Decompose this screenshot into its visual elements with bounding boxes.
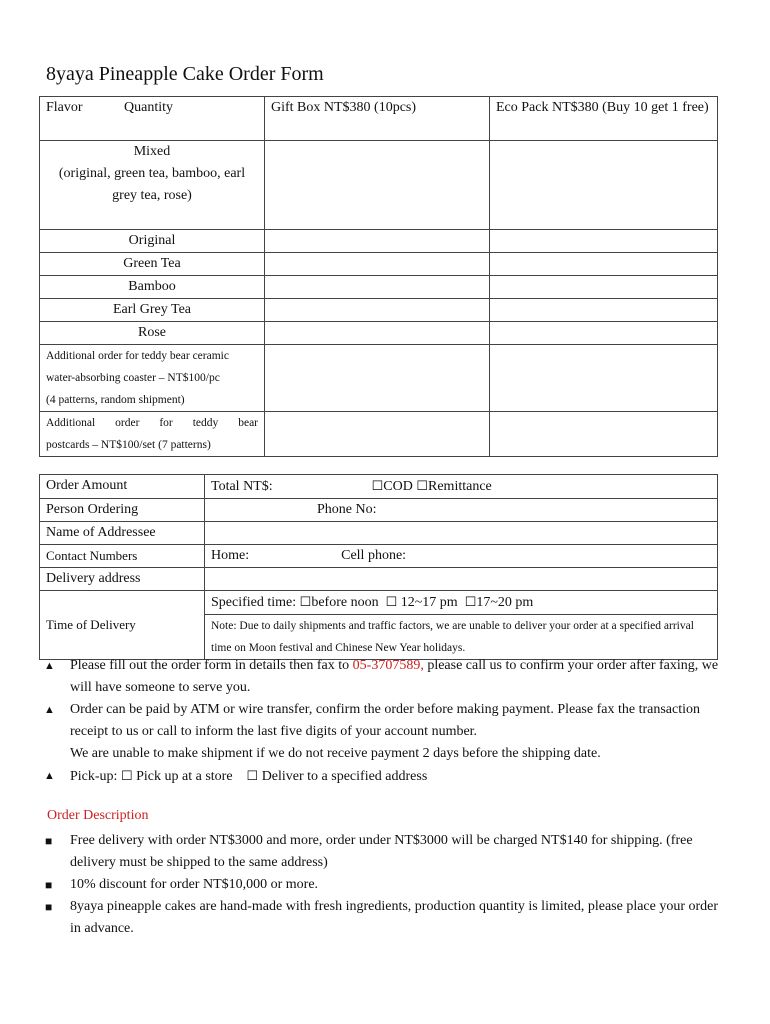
field-delivery-address[interactable] <box>205 568 718 591</box>
ecopack-qty-coaster[interactable] <box>490 345 718 412</box>
giftbox-qty-original[interactable] <box>265 230 490 253</box>
square-bullet-icon: ■ <box>45 834 53 848</box>
header-eco-pack: Eco Pack NT$380 (Buy 10 get 1 free) <box>490 97 718 141</box>
ecopack-qty-green-tea[interactable] <box>490 253 718 276</box>
header-flavor-quantity: Flavor Quantity <box>40 97 265 141</box>
row-label-original: Original <box>40 230 265 253</box>
row-label-green-tea: Green Tea <box>40 253 265 276</box>
giftbox-qty-rose[interactable] <box>265 322 490 345</box>
flavor-quantity-table <box>39 96 718 457</box>
triangle-bullet-icon: ▲ <box>44 704 55 716</box>
label-time-of-delivery: Time of Delivery <box>40 591 205 660</box>
field-contact-numbers[interactable]: Home: Cell phone: <box>205 545 718 568</box>
ecopack-qty-original[interactable] <box>490 230 718 253</box>
instructions-list <box>40 655 730 788</box>
giftbox-qty-coaster[interactable] <box>265 345 490 412</box>
row-label-postcards: Additional order for teddy bear postcards – NT$100/set (7 patterns) <box>40 412 265 457</box>
description-item: ■ 10% discount for order NT$10,000 or more. <box>40 874 730 896</box>
order-description-list <box>40 830 730 940</box>
row-label-rose: Rose <box>40 322 265 345</box>
cod-checkbox-icon[interactable]: ☐ <box>371 478 384 493</box>
field-person-ordering[interactable]: Phone No: <box>205 499 718 522</box>
instruction-payment: ▲ Order can be paid by ATM or wire transfer, confirm the order before making payment. Please fax the transaction receipt to us or call to inform the last five digits of your account number. We are unable to make shipment if we do not receive payment 2 days before the shipping date. <box>40 699 730 765</box>
fax-number: 05-3707589, <box>352 658 424 673</box>
triangle-bullet-icon: ▲ <box>44 660 55 672</box>
description-item: ■ Free delivery with order NT$3000 and more, order under NT$3000 will be charged NT$140 for shipping. (free delivery must be shipped to the same address) <box>40 830 730 874</box>
ecopack-qty-bamboo[interactable] <box>490 276 718 299</box>
instruction-fax: ▲ Please fill out the order form in details then fax to 05-3707589, please call us to confirm your order after faxing, we will have someone to serve you. <box>40 655 730 699</box>
field-specified-time: Specified time: ☐before noon ☐ 12~17 pm ☐17~20 pm <box>205 591 718 615</box>
giftbox-qty-green-tea[interactable] <box>265 253 490 276</box>
order-details-table <box>39 474 718 660</box>
row-label-earl-grey-tea: Earl Grey Tea <box>40 299 265 322</box>
pickup-store-checkbox-icon[interactable]: ☐ <box>120 768 133 783</box>
slot-17-20-checkbox-icon[interactable]: ☐ <box>464 594 477 609</box>
label-person-ordering: Person Ordering <box>40 499 205 522</box>
giftbox-qty-bamboo[interactable] <box>265 276 490 299</box>
giftbox-qty-mixed[interactable] <box>265 141 490 230</box>
giftbox-qty-postcards[interactable] <box>265 412 490 457</box>
slot-12-17-checkbox-icon[interactable]: ☐ <box>385 594 398 609</box>
ecopack-qty-postcards[interactable] <box>490 412 718 457</box>
field-name-of-addressee[interactable] <box>205 522 718 545</box>
before-noon-checkbox-icon[interactable]: ☐ <box>299 594 312 609</box>
ecopack-qty-earl-grey-tea[interactable] <box>490 299 718 322</box>
order-description-title: Order Description <box>47 808 149 823</box>
square-bullet-icon: ■ <box>45 900 53 914</box>
description-item: ■ 8yaya pineapple cakes are hand-made with fresh ingredients, production quantity is limited, please place your order in advance. <box>40 896 730 940</box>
label-name-of-addressee: Name of Addressee <box>40 522 205 545</box>
ecopack-qty-mixed[interactable] <box>490 141 718 230</box>
page-title: 8yaya Pineapple Cake Order Form <box>46 63 324 85</box>
label-delivery-address: Delivery address <box>40 568 205 591</box>
header-gift-box: Gift Box NT$380 (10pcs) <box>265 97 490 141</box>
pickup-deliver-checkbox-icon[interactable]: ☐ <box>246 768 259 783</box>
label-contact-numbers: Contact Numbers <box>40 545 205 568</box>
square-bullet-icon: ■ <box>45 878 53 892</box>
remittance-checkbox-icon[interactable]: ☐ <box>416 478 428 493</box>
ecopack-qty-rose[interactable] <box>490 322 718 345</box>
instruction-pickup: ▲ Pick-up: ☐ Pick up at a store ☐ Deliver to a specified address <box>40 765 730 788</box>
triangle-bullet-icon: ▲ <box>44 770 55 782</box>
giftbox-qty-earl-grey-tea[interactable] <box>265 299 490 322</box>
row-label-coaster: Additional order for teddy bear ceramic water-absorbing coaster – NT$100/pc (4 patterns, random shipment) <box>40 345 265 412</box>
field-order-amount[interactable]: Total NT$: ☐COD ☐Remittance <box>205 475 718 499</box>
row-label-bamboo: Bamboo <box>40 276 265 299</box>
delivery-note: Note: Due to daily shipments and traffic factors, we are unable to deliver your order at a specified arrival time on Moon festival and Chinese New Year holidays. <box>205 615 718 660</box>
label-order-amount: Order Amount <box>40 475 205 499</box>
row-label-mixed: Mixed (original, green tea, bamboo, earl grey tea, rose) <box>40 141 265 230</box>
